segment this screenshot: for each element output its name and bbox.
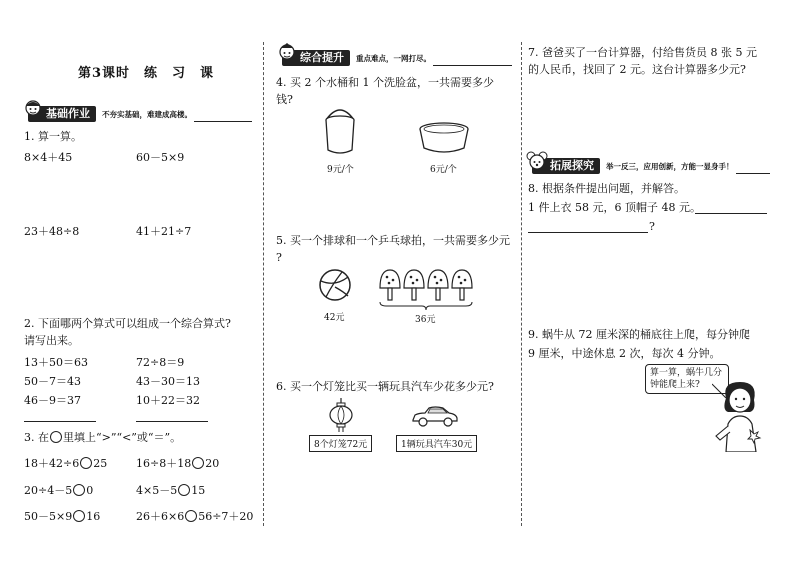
toy-car-label: 1辆玩具汽车30元: [396, 435, 477, 452]
cartoon-mouse-icon: [526, 150, 548, 178]
q9-line1: 9. 蜗牛从 72 厘米深的桶底往上爬，每分钟爬: [528, 328, 750, 341]
banner-comprehensive-tag: [282, 50, 350, 66]
basin-price: 6元/个: [430, 165, 457, 175]
q2-left-2: 50－7＝43: [24, 375, 81, 388]
q3-item-3: [24, 482, 93, 498]
banner-basic-rule: [194, 112, 252, 122]
q2-prompt-line2: 请写出来。: [24, 334, 79, 347]
paddles-price: 36元: [415, 315, 436, 325]
q4-line1: 4. 买 2 个水桶和 1 个洗脸盆，一共需要多少: [276, 76, 494, 89]
q2-left-3: 46－9＝37: [24, 394, 81, 407]
banner-comprehensive-slogan: 重点难点，一网打尽。: [356, 53, 431, 63]
q3-item-left: 16÷8＋18: [136, 457, 192, 470]
q3-item-right: 15: [191, 484, 206, 497]
q7-line2: 的人民币，找回了 2 元。这台计算器多少元?: [528, 63, 746, 76]
volleyball-image: [318, 268, 352, 305]
banner-extension-tag: [532, 158, 600, 174]
cartoon-boy-icon: [276, 42, 298, 70]
banner-extension: [532, 156, 770, 176]
q8-line2: 1 件上衣 58 元，6 顶帽子 48 元。: [528, 201, 701, 214]
banner-extension-rule: [736, 164, 771, 174]
banner-extension-label: 拓展探究: [550, 159, 594, 172]
lantern-label: 8个灯笼72元: [309, 435, 372, 452]
q2-prompt-line1: 2. 下面哪两个算式可以组成一个综合算式?: [24, 317, 231, 330]
q2-answer-blank-1[interactable]: [24, 421, 96, 422]
banner-basic: [28, 104, 252, 124]
bucket-price: 9元/个: [327, 165, 354, 175]
q1-expr-4: 41＋21÷7: [136, 225, 192, 238]
q3-item-left: 50－5×9: [24, 510, 73, 523]
q2-answer-blank-2[interactable]: [136, 421, 208, 422]
q3-item-right: 25: [93, 457, 108, 470]
q3-item-right: 20: [205, 457, 220, 470]
q6-line1: 6. 买一个灯笼比买一辆玩具汽车少花多少元?: [276, 380, 494, 393]
q3-item-right: 56÷7＋20: [198, 510, 254, 523]
compare-circle[interactable]: [73, 510, 85, 522]
q7-line1: 7. 爸爸买了一台计算器，付给售货员 8 张 5 元: [528, 46, 757, 59]
q4-line2: 钱?: [276, 93, 293, 106]
banner-basic-slogan: 不夯实基础，难建成高楼。: [102, 109, 192, 119]
compare-circle[interactable]: [178, 484, 190, 496]
compare-circle[interactable]: [73, 484, 85, 496]
banner-basic-tag: [28, 106, 96, 122]
q3-item-left: 4×5－5: [136, 484, 178, 497]
q1-expr-2: 60－5×9: [136, 151, 185, 164]
compare-circle[interactable]: [185, 510, 197, 522]
q2-right-1: 72÷8＝9: [136, 356, 185, 369]
circle-symbol: [50, 431, 62, 443]
q3-prompt-before: 3. 在: [24, 431, 49, 444]
q2-right-3: 10＋22＝32: [136, 394, 200, 407]
toy-car-image: [411, 404, 459, 431]
bucket-image: [320, 106, 360, 159]
q3-item-right: 16: [86, 510, 101, 523]
q3-prompt-after: 里填上“>”“<”或“＝”。: [63, 431, 182, 444]
q1-expr-3: 23＋48÷8: [24, 225, 80, 238]
compare-circle[interactable]: [80, 457, 92, 469]
q1-prompt: 1. 算一算。: [24, 130, 82, 143]
lantern-image: [328, 398, 354, 435]
paddles-image: [378, 264, 474, 313]
banner-basic-label: 基础作业: [46, 107, 90, 120]
q3-item-2: [136, 455, 219, 471]
q5-line1: 5. 买一个排球和一个乒乓球拍，一共需要多少元: [276, 234, 510, 247]
teacher-illustration: [712, 376, 766, 455]
cartoon-girl-icon: [22, 98, 44, 126]
q8-question-mark: ?: [649, 220, 655, 233]
q3-item-5: [24, 508, 100, 524]
q3-item-right: 0: [86, 484, 94, 497]
compare-circle[interactable]: [192, 457, 204, 469]
q2-right-2: 43－30＝13: [136, 375, 200, 388]
q8-answer-blank-1[interactable]: [695, 213, 767, 214]
page-title: 第3课时 练 习 课: [78, 66, 215, 81]
banner-comprehensive-rule: [433, 56, 512, 66]
q3-prompt: [24, 429, 181, 446]
q3-item-1: [24, 455, 107, 471]
q8-answer-blank-2[interactable]: [528, 232, 648, 233]
bubble-line2: 钟能爬上来?: [650, 380, 700, 390]
column-divider-2: [521, 42, 522, 526]
q3-item-left: 26＋6×6: [136, 510, 185, 523]
volleyball-price: 42元: [324, 313, 345, 323]
q3-item-4: [136, 482, 205, 498]
q3-item-left: 20÷4－5: [24, 484, 73, 497]
q3-item-6: [136, 508, 253, 524]
bubble-line1: 算一算，蜗牛几分: [650, 368, 723, 378]
q5-line2: ?: [276, 251, 282, 264]
banner-comprehensive: [282, 48, 512, 68]
q9-line2: 9 厘米，中途休息 2 次，每次 4 分钟。: [528, 347, 721, 360]
basin-image: [416, 120, 472, 159]
q3-item-left: 18＋42÷6: [24, 457, 80, 470]
column-divider-1: [263, 42, 264, 526]
q8-line1: 8. 根据条件提出问题，并解答。: [528, 182, 685, 195]
banner-comprehensive-label: 综合提升: [300, 51, 344, 64]
banner-extension-slogan: 举一反三，应用创新，方能一显身手！: [606, 161, 734, 171]
q1-expr-1: 8×4＋45: [24, 151, 73, 164]
q2-left-1: 13＋50＝63: [24, 356, 88, 369]
